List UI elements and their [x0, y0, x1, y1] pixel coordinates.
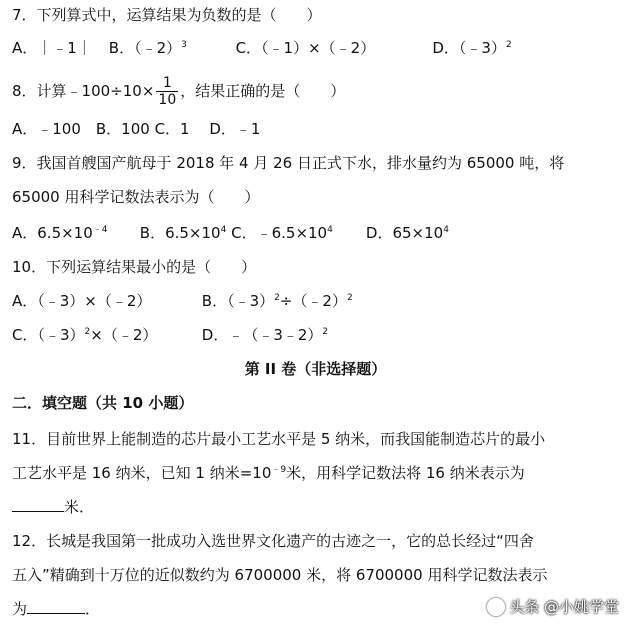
q9-option-c-exp: 4 [327, 225, 333, 235]
q9-option-d-exp: 4 [443, 225, 449, 235]
q9-option-b-exp: 4 [220, 225, 227, 235]
q11-line2-exp: ﹣9 [271, 465, 287, 475]
q10-option-b [202, 292, 353, 310]
q11-line1-text: 11．目前世界上能制造的芯片最小工艺水平是 5 纳米，而我国能制造芯片的最小 [12, 430, 546, 448]
q11-answer-blank[interactable] [12, 497, 64, 512]
q7-option-b-exp: 3 [181, 40, 187, 50]
q12-line3-period: ． [85, 600, 101, 618]
q12-line1 [12, 530, 623, 552]
q7-option-b-base: B．（﹣2） [108, 39, 182, 57]
q12-line3-text: 为 [12, 600, 28, 618]
q12-answer-blank[interactable] [27, 599, 85, 614]
q8-stem-after: ，结果正确的是（ ） [180, 82, 346, 100]
part2-heading [12, 392, 623, 414]
q10-option-b-part1: B．（﹣3） [201, 292, 275, 310]
q12-line1-text: 12．长城是我国第一批成功入选世界文化遗产的古迹之一，它的总长经过“四舍 [12, 532, 534, 550]
q7-option-c: C．（﹣1）×（﹣2） [235, 39, 376, 57]
q7-option-d [432, 39, 511, 57]
q11-line2-after: 米，用科学记数法将 16 纳米表示为 [286, 464, 525, 482]
part2-heading-text: 二．填空题（共 10 小题） [12, 394, 194, 412]
watermark-text: 头条 @小姚学堂 [509, 598, 619, 616]
q8-options [12, 118, 623, 140]
q9-stem-line2 [12, 186, 623, 208]
section-title-text: 第 II 卷（非选择题） [244, 360, 387, 378]
q10-option-b-part2: ÷（﹣2） [279, 292, 347, 310]
q12-line2-text: 五入”精确到十万位的近似数约为 6700000 米，将 6700000 用科学记数法表示 [12, 566, 548, 584]
q11-line1 [12, 428, 623, 450]
q10-option-d [202, 326, 328, 344]
q10-option-c-exp: 2 [84, 327, 91, 337]
q9-option-c-base: C．﹣6.5×10 [231, 224, 328, 242]
q9-option-d-base: D．65×10 [365, 224, 444, 242]
q9-option-c [231, 222, 361, 244]
q9-options [12, 222, 623, 244]
q8-fraction-denominator: 10 [158, 92, 177, 108]
q9-option-b [140, 224, 227, 242]
q10-option-b-exp2: 2 [346, 293, 353, 303]
q9-option-a-base: A．6.5×10 [12, 224, 93, 242]
q7-stem [12, 4, 623, 26]
q12-line2 [12, 564, 623, 586]
q10-option-d-base: D．﹣（﹣3﹣2） [201, 326, 323, 344]
q10-option-c [12, 324, 197, 346]
q9-stem-line2-text: 65000 用科学记数法表示为（ ） [12, 188, 260, 206]
q10-stem [12, 256, 623, 278]
q8-fraction [156, 75, 178, 108]
q10-option-b-exp1: 2 [274, 293, 280, 303]
q9-stem-line1-text: 9．我国首艘国产航母于 2018 年 4 月 26 日正式下水，排水量约为 65000 吨，将 [12, 154, 565, 172]
watermark [487, 596, 619, 617]
q10-option-c-part1: C．（﹣3） [12, 326, 85, 344]
q10-options-row2 [12, 324, 623, 346]
q11-line3 [12, 496, 623, 518]
q7-option-d-base: D．（﹣3） [432, 39, 506, 57]
q10-options-row1 [12, 290, 623, 312]
q9-option-a-exp: ﹣4 [92, 225, 108, 235]
q8-fraction-numerator: 1 [156, 75, 178, 92]
camera-icon [487, 598, 505, 616]
q8-stem [12, 74, 623, 108]
q7-option-b [109, 37, 231, 59]
q8-options-text: A．﹣100 B．100 C．1 D．﹣1 [12, 120, 261, 138]
q7-option-a: A．｜﹣1｜ [12, 39, 92, 57]
q11-line3-after: 米． [64, 498, 95, 516]
q11-line2 [12, 462, 623, 484]
q8-stem-before: 8．计算﹣100÷10× [12, 82, 155, 100]
q7-options [12, 37, 623, 59]
q7-option-d-exp: 2 [505, 40, 512, 50]
q9-option-a [12, 222, 135, 244]
section-title [0, 358, 631, 380]
q10-stem-text: 10．下列运算结果最小的是（ ） [12, 258, 257, 276]
q7-stem-text: 7．下列算式中，运算结果为负数的是（ ） [12, 6, 322, 24]
q9-stem-line1 [12, 152, 623, 174]
q11-line2-before: 工艺水平是 16 纳米，已知 1 纳米=10 [12, 464, 272, 482]
q9-option-b-base: B．6.5×10 [139, 224, 221, 242]
q10-option-d-exp: 2 [322, 327, 329, 337]
q9-option-d [366, 224, 449, 242]
q10-option-a: A．（﹣3）×（﹣2） [12, 292, 152, 310]
q10-option-c-part2: ×（﹣2） [90, 326, 158, 344]
